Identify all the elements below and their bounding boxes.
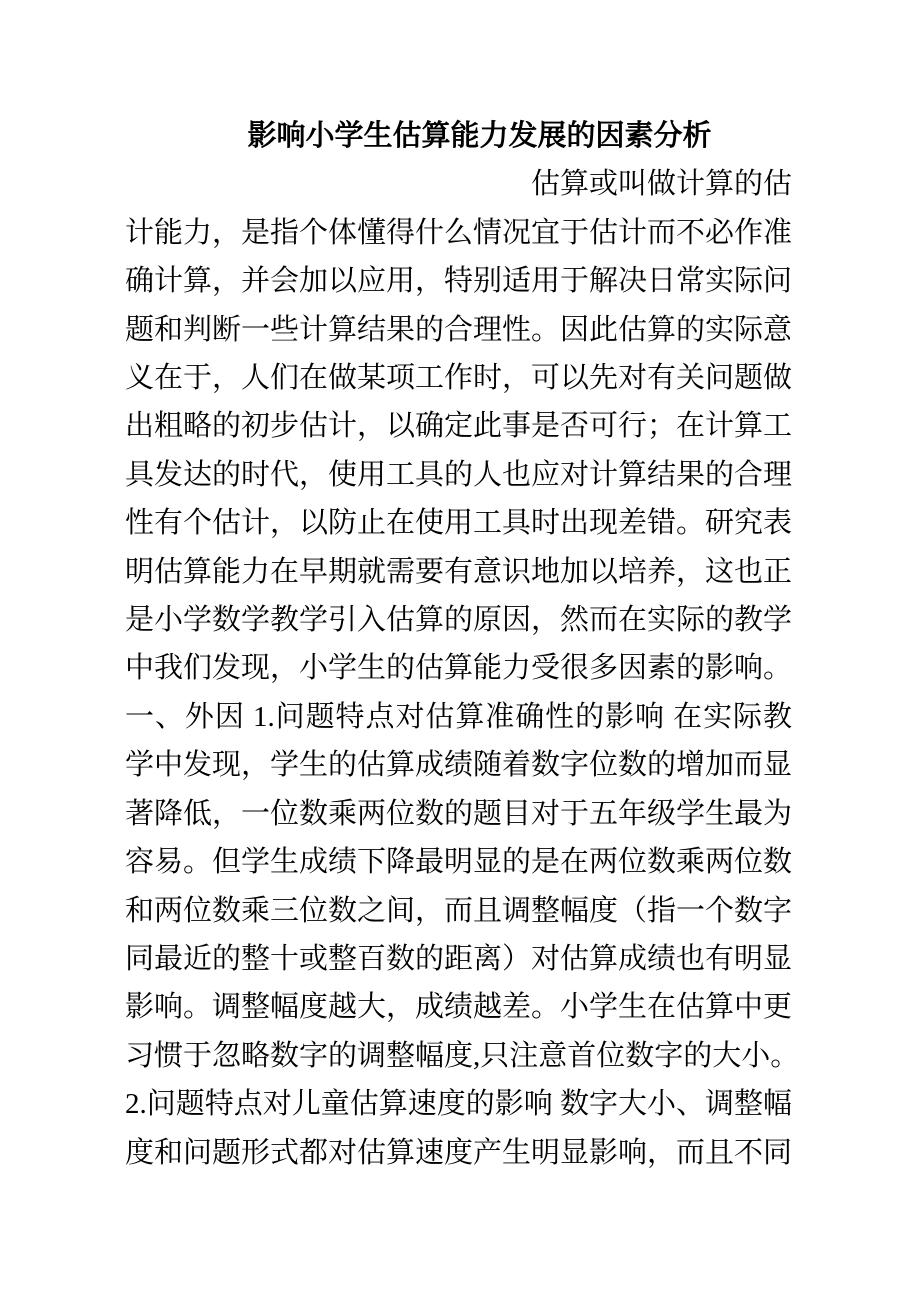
paragraph-line: 估算或叫做计算的估: [530, 168, 792, 201]
paragraph-line: 同最近的整十或整百数的距离）对估算成绩也有明显: [125, 942, 793, 975]
paragraph-line: 学中发现，学生的估算成绩随着数字位数的增加而显: [125, 749, 793, 782]
paragraph-line: 和两位数乘三位数之间，而且调整幅度（指一个数字: [125, 894, 793, 927]
paragraph-line: 题和判断一些计算结果的合理性。因此估算的实际意: [125, 313, 793, 346]
paragraph-line: 具发达的时代，使用工具的人也应对计算结果的合理: [125, 458, 793, 491]
paragraph-line: 出粗略的初步估计，以确定此事是否可行；在计算工: [125, 410, 793, 443]
paragraph-line: 著降低，一位数乘两位数的题目对于五年级学生最为: [125, 797, 793, 830]
document-content: [125, 112, 800, 1177]
paragraph-line: 是小学数学教学引入估算的原因，然而在实际的教学: [125, 604, 793, 637]
paragraph-line: 计能力，是指个体懂得什么情况宜于估计而不必作准: [125, 216, 793, 249]
paragraph-line: 明估算能力在早期就需要有意识地加以培养，这也正: [125, 555, 793, 588]
paragraph-line: 度和问题形式都对估算速度产生明显影响，而且不同: [125, 1136, 793, 1169]
paragraph-line: 习惯于忽略数字的调整幅度,只注意首位数字的大小。: [125, 1039, 800, 1072]
paragraph-line: 一、外因 1.问题特点对估算准确性的影响 在实际教: [125, 700, 792, 733]
paragraph-line: 中我们发现，小学生的估算能力受很多因素的影响。: [125, 652, 793, 685]
paragraph-line: 2.问题特点对儿童估算速度的影响 数字大小、调整幅: [125, 1088, 793, 1121]
paragraph-line: 容易。但学生成绩下降最明显的是在两位数乘两位数: [125, 846, 793, 879]
document-title: 影响小学生估算能力发展的因素分析: [247, 120, 712, 152]
paragraph-line: 影响。调整幅度越大，成绩越差。小学生在估算中更: [125, 991, 793, 1024]
paragraph-line: 性有个估计，以防止在使用工具时出现差错。研究表: [125, 507, 793, 540]
paragraph-line: 确计算，并会加以应用，特别适用于解决日常实际问: [125, 265, 793, 298]
paragraph-line: 义在于，人们在做某项工作时，可以先对有关问题做: [125, 362, 793, 395]
